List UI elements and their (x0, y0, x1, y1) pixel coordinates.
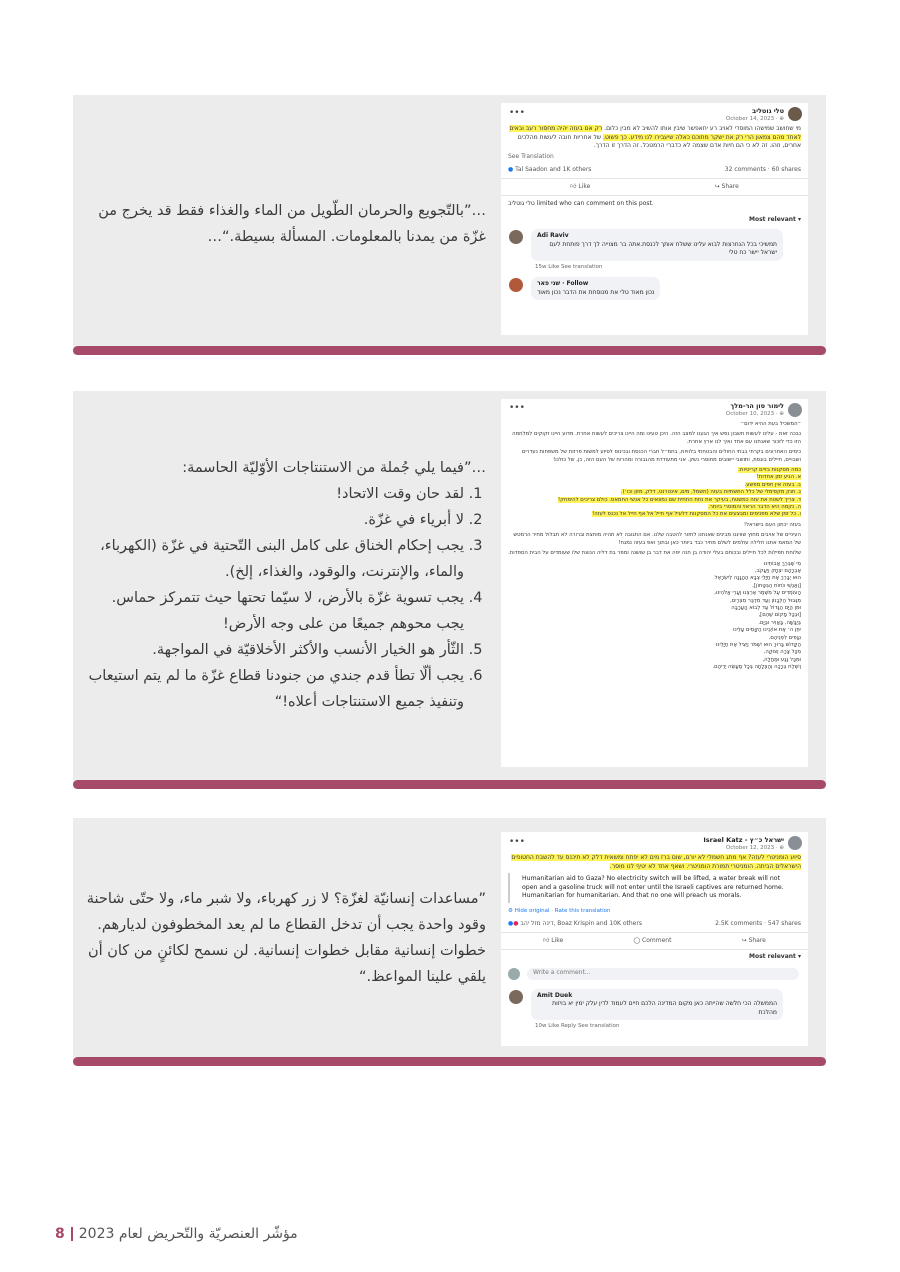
like-button[interactable]: 👍︎ Like (570, 182, 591, 190)
conclusion-item: 5. الثّأر هو الخيار الأنسب والأكثر الأخلاقيّة في المواجهة. (81, 637, 464, 663)
conclusion-item: 3. يجب إحكام الخناق على كامل البنى التّحتية في غزّة (الكهرباء، والماء، والإنترنت، والوقود، والغذاء، إلخ). (81, 533, 464, 585)
comment-text: נכון מאוד טלי את מנוסחת את הדבר נכון מאוד (537, 288, 655, 296)
author-avatar[interactable] (788, 836, 802, 850)
share-button[interactable]: ↪ Share (741, 936, 766, 944)
comment-share-counts[interactable]: 32 comments · 60 shares (724, 166, 801, 173)
comment-text: הממשלה הכי חלשה שהייתה כאן מקום המדינה הלכם חיים לעמוד לדין עלק ימין יא בויזות מהלכת (552, 1000, 777, 1016)
facebook-post-1 (501, 103, 808, 335)
section-3-panel (73, 818, 826, 1066)
thumbs-up-icon: 👍︎ (570, 182, 577, 190)
quote-intro: …”فيما يلي جُملة من الاستنتاجات الأوّليّة الحاسمة: (182, 460, 486, 476)
write-comment-input[interactable]: Write a comment... (527, 968, 799, 980)
translated-text: Humanitarian aid to Gaza? No electricity switch will be lifted, a water break will not open and a gasoline truck will not enter until the Israeli captives are returned home. Humanitarian for humanitarian. And that no one will preach us morals. (508, 873, 801, 903)
conclusion-item: 2. لا أبرياء في غزّة. (81, 507, 464, 533)
section-divider-bar (73, 346, 826, 355)
section-divider-bar (73, 780, 826, 789)
post-text: ״המשכיל בעת ההיא ידום״ נבכה זאת - עלינו לעשות חשבון נפש איך הגענו למצב הזה. היכן טעינו ומה היינו צריכים לעשות אחרת. מדוע היינו זקוקים למלחמה הזו כדי לזכור שאנחנו עם אחד ואיך לנו ארץ אחרת. כימים האחרונים בקרתי בבתי החולים והבטחתי בלוויות, בחמ״ל חברי הכנסת ובכינוס לסיוע למשות פרזות של משפחות נעדרים ושבויים, חיילים בוגסת, ותושבי יישובים מחוסרי נשק. אני מתעודדת מהגבורה ומהרוח של העם הזה, כן, של כולנו! כמה מסקנות בזיים קריטיות: א. הגיע זמן אחדות! ב. בעזה אין חפים מפשע. ג. חנק מקסימלי של כלל התשתיות בעזה (חשמל, מים, אינטרנט, דלק, מזון וכו׳). ד. צריך לשטח את עזה כמשטח, בעיקר את נחת התחית שם נמצאים כל אנשי החמאס. כולם צריכים להימחק! ה. נקמה היא הדבר הראוי והמוסרי ביותר. ו. כל זמן שלא מפנימים ומבצעים את כל המסקנות דלעיל אף חייל אל אף חייל אל נכנס לעזה! בעזה יכתון העם בישראל! העיניים של אויבים מחוץ שוויגנו מבינים שאנחנו לחזור להטבה שלנו. אם התגובה לא תהיה מוחצת וברורה לא תבלול מחיר הרמטש של המאמ אתנו חלילה עולמים לשלם מחיר כבד ביותר כאן ובתוך ואפ בעזה נמגח! שלוחת תפילות לכל חיילים ובכוחם בעלי יהודה בן חנה יפה את דבר בן שושנה ומפר בת דליה הנוצח שלו שעומדים על הבית הספדות. מִי שֶׁבֵּרַךְ אֲבוֹתֵינוּ אַבְרָהָם יִצְחָק וְיַעֲקֹב, הוּא יְבָרֵךְ אֶת חַיָּלֵי צְבָא הַהֲגָנָה לְיִשְׂרָאֵל [וְאַנְשֵׁי כֹּחוֹת הַבִּטָּחוֹן], הָעוֹמְדִים עַל מִשְׁמַר אַרְצֵנוּ וְעָרֵי אֱלֹהֵינוּ, מִגְּבוּל הַלְּבָנוֹן וְעַד מִדְבַּר מִצְרַיִם, וּמִן הַיָּם הַגָּדוֹל עַד לְבוֹא הָעֲרָבָה [וּבְכָל מָקוֹם שֶׁהֵם], בַּיַּבָּשָׁה, בָּאֲוִיר וּבַיָּם. יִתֵּן ה׳ אֶת אוֹיְבֵינוּ הַקָּמִים עָלֵינוּ נִגָּפִים לִפְנֵיהֶם. הַקָּדוֹשׁ בָּרוּךְ הוּא יִשְׁמֹר וְיַצִּיל אֶת חַיָּלֵינוּ מִכָּל צָרָה וְצוּקָה, וּמִכָּל נֶגַע וּמַחֲלָה, וְיִשְׁלַח בְּרָכָה וְהַצְלָחָה בְּכָל מַעֲשֵׂה יְדֵיהֶם. (508, 421, 801, 671)
section-divider-bar (73, 1057, 826, 1066)
comment (501, 275, 808, 302)
comment-share-counts[interactable]: 2.5K comments · 547 shares (715, 920, 801, 927)
page-footer (55, 1226, 298, 1242)
comment (501, 987, 808, 1035)
quote-1: …”بالتّجويع والحرمان الطّويل من الماء والغذاء فقط قد يخرج من غزّة من يمدنا بالمعلومات. المسألة بسيطة.“… (98, 203, 486, 245)
highlighted-text: רק אם בעזה יהיה מחסור רעב ובאים לאחד מהם צמאון הרי רק את ישקר מתוכם כאלה שיעבירו לנו מידע. כך פשוט. (509, 125, 801, 141)
post-text: מי שחושב שמישהו המוסדי לאויב רע יתאפשר שיבין אותו להשיב לא מבין כלום. רק אם בעזה יהיה מחסור רעב ובאים לאחד מהם צמאון הרי רק את ישקר מתוכם כאלה שיעבירו לנו מידע. כך פשוט. של אחריות חובה לעשות מהלכים אחרים, וזהו. זה לא כי הם חיות אדם שצמה לא כדברי הרמטכל. זה הדרך זו הדרך. (509, 125, 801, 149)
reactions-summary[interactable]: ●● דינה מזל יהב, Boaz Krispin and 10K others (508, 920, 642, 927)
like-button[interactable]: 👍︎ Like (543, 936, 564, 944)
comment (501, 227, 808, 275)
conclusion-item: 4. يجب تسوية غزّة بالأرض، لا سيّما تحتها حيث تتمركز حماس. يجب محوهم جميعًا من على وجه الأرض! (81, 585, 464, 637)
commenter-name[interactable]: שני פאר · Follow (537, 280, 589, 287)
more-options-icon[interactable]: ••• (509, 403, 525, 413)
comment-bubble-icon: ◯ (633, 936, 641, 944)
highlighted-text: סיוע הומניטרי לעזה? אף מתג חשמלי לא יורם, שום ברז מים לא יפתח ומשאית דלק לא תיכנס עד להשבת החטופים הישראלים הביתה. הומניטרי תמורת הומניטרי. ושאף אחד לא יטיף לנו מוסר. (511, 854, 801, 870)
report-title: مؤشّر العنصريّة والتّحريض لعام 2023 (78, 1226, 298, 1242)
post-date[interactable]: October 14, 2023 · ⊕ (725, 116, 784, 122)
reactions-summary[interactable]: ● Tal Saadon and 1K others (508, 166, 592, 173)
hide-original-link[interactable]: ⚙ Hide original · Rate this translation (508, 907, 611, 914)
post-author[interactable]: טלי גוטליב (752, 107, 784, 115)
footer-separator (71, 1227, 73, 1241)
section-1-panel (73, 95, 826, 355)
comment-button[interactable]: ◯ Comment (633, 936, 672, 944)
prayer-text: מִי שֶׁבֵּרַךְ אֲבוֹתֵינוּ אַבְרָהָם יִצְחָק וְיַעֲקֹב, הוּא יְבָרֵךְ אֶת חַיָּלֵי צְבָא הַהֲגָנָה לְיִשְׂרָאֵל [וְאַנְשֵׁי כֹּחוֹת הַבִּטָּחוֹן], הָעוֹמְדִים עַל מִשְׁמַר אַרְצֵנוּ וְעָרֵי אֱלֹהֵינוּ, מִגְּבוּל הַלְּבָנוֹן וְעַד מִדְבַּר מִצְרַיִם, וּמִן הַיָּם הַגָּדוֹל עַד לְבוֹא הָעֲרָבָה [וּבְכָל מָקוֹם שֶׁהֵם], בַּיַּבָּשָׁה, בָּאֲוִיר וּבַיָּם. יִתֵּן ה׳ אֶת אוֹיְבֵינוּ הַקָּמִים עָלֵינוּ נִגָּפִים לִפְנֵיהֶם. הַקָּדוֹשׁ בָּרוּךְ הוּא יִשְׁמֹר וְיַצִּיל אֶת חַיָּלֵינוּ מִכָּל צָרָה וְצוּקָה, וּמִכָּל נֶגַע וּמַחֲלָה, וְיִשְׁלַח בְּרָכָה וְהַצְלָחָה בְּכָל מַעֲשֵׂה יְדֵיהֶם. (712, 560, 801, 671)
commenter-avatar[interactable] (509, 990, 523, 1004)
comments-limited-notice: טלי גוטליב limited who can comment on this post. (508, 200, 654, 207)
most-relevant-dropdown[interactable]: Most relevant ▾ (749, 953, 801, 960)
share-arrow-icon: ↪ (741, 936, 747, 944)
user-avatar (508, 968, 520, 980)
see-translation-link[interactable]: See Translation (508, 152, 554, 160)
more-options-icon[interactable]: ••• (509, 108, 525, 118)
post-text (501, 854, 808, 871)
comment-actions[interactable]: 10w Like Reply See translation (535, 1023, 620, 1029)
thumbs-up-icon: 👍︎ (543, 936, 550, 944)
like-reaction-icon: ● (508, 920, 514, 927)
like-reaction-icon: ● (508, 166, 514, 173)
most-relevant-dropdown[interactable]: Most relevant ▾ (749, 215, 801, 223)
highlighted-conclusions: כמה מסקנות בזיים קריטיות: א. הגיע זמן אחדות! ב. בעזה אין חפים מפשע. ג. חנק מקסימלי של כלל התשתיות בעזה (חשמל, מים, אינטרנט, דלק, מזון וכו׳). ד. צריך לשטח את עזה כמשטח, בעיקר את נחת התחית שם נמצאים כל אנשי החמאס. כולם צריכים להימחק! ה. נקמה היא הדבר הראוי והמוסרי ביותר. ו. כל זמן שלא מפנימים ומבצעים את כל המסקנות דלעיל אף חייל אל אף חייל אל נכנס לעזה! (558, 467, 801, 518)
comment-text: תמשיכי בכל הנחרצות לבוא עלינו ששלח אותך לכנסת.אתה בר מצוייה לך דרך פותחת לעם ישראל יישר כח טלי (549, 240, 777, 256)
commenter-name[interactable]: Adi Raviv (537, 232, 569, 239)
commenter-avatar[interactable] (509, 230, 523, 244)
author-avatar[interactable] (788, 107, 802, 121)
share-arrow-icon: ↪ (714, 182, 720, 190)
heart-reaction-icon: ● (513, 920, 519, 927)
comment-actions[interactable]: 15w Like See translation (535, 263, 603, 270)
facebook-post-2 (501, 399, 808, 767)
share-button[interactable]: ↪ Share (714, 182, 739, 190)
post-author[interactable]: לימור סון הר-מלך (730, 402, 784, 410)
translate-icon: ⚙ (508, 907, 513, 914)
quote-2 (81, 455, 486, 715)
quote-3: ”مساعدات إنسانيّة لغزّة؟ لا زر كهرباء، ولا شبر ماء، ولا حتّى شاحنة وقود واحدة يجب أن تدخل القطاع ما لم يعد المخطوفون لديارهم. خطوات إنسانية مقابل خطوات إنسانية. لن نسمح لكائنٍ من كان أن يلقي علينا المواعظ.“ (86, 891, 486, 985)
post-date[interactable]: October 10, 2023 · ⊕ (725, 411, 784, 417)
more-options-icon[interactable]: ••• (509, 837, 525, 847)
conclusion-item: 6. يجب ألّا تطأ قدم جندي من جنودنا قطاع غزّة ما لم يتم استيعاب وتنفيذ جميع الاستنتاجات أعلاه!“ (81, 663, 464, 715)
conclusions-list (81, 481, 486, 715)
author-avatar[interactable] (788, 403, 802, 417)
facebook-post-3 (501, 832, 808, 1046)
conclusion-item: 1. لقد حان وقت الاتحاد! (81, 481, 464, 507)
post-author[interactable]: Israel Katz - ישראל כ״ץ (703, 836, 784, 844)
section-2-panel (73, 391, 826, 789)
commenter-avatar[interactable] (509, 278, 523, 292)
post-date[interactable]: October 12, 2023 · ⊕ (725, 845, 784, 851)
commenter-name[interactable]: Amit Duek (537, 991, 573, 999)
page-number: 8 (55, 1226, 65, 1242)
